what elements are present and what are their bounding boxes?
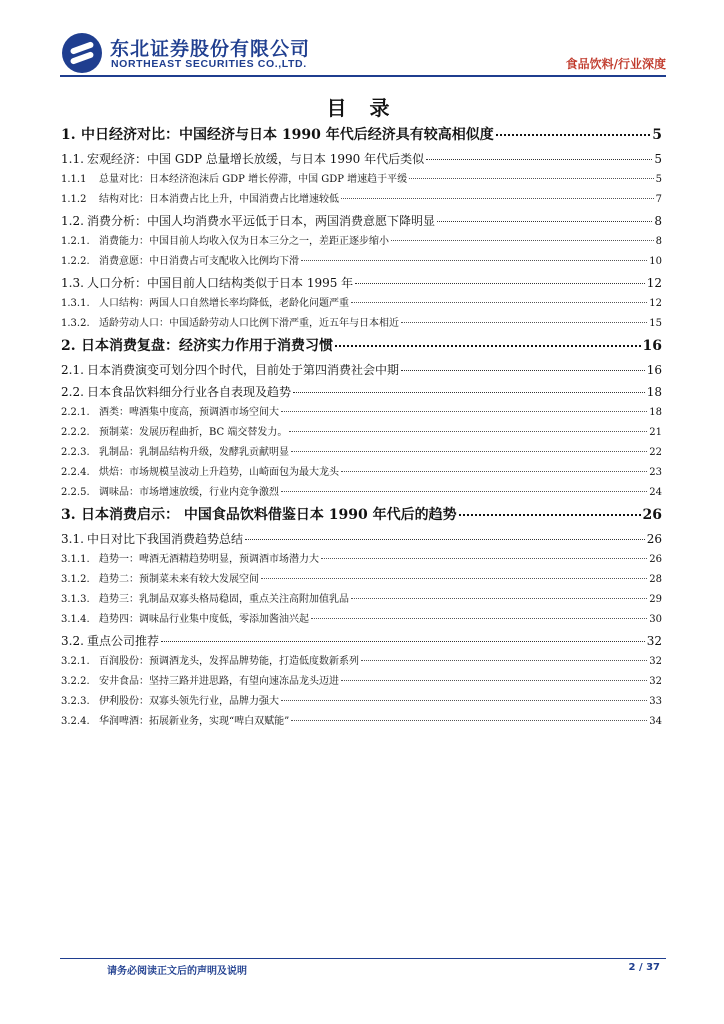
toc-entry-level-2[interactable] [61,272,662,294]
toc-entry-title [61,190,339,210]
toc-entry-number: 1.2.1. [61,236,90,247]
toc-entry-page: 32 [649,656,662,667]
toc-entry-level-1[interactable] [61,123,662,148]
page-header [0,0,724,80]
toc-leader-dots [291,451,647,452]
toc-entry-page: 28 [649,574,662,585]
toc-entry-number: 2.2.4. [61,467,90,478]
toc-entry-level-2[interactable] [61,148,662,170]
toc-entry-label: 消费意愿：中日消费占可支配收入比例均下滑 [99,256,299,267]
toc-entry-page: 30 [649,614,662,625]
company-name-en: NORTHEAST SECURITIES CO.,LTD. [111,58,307,70]
toc-leader-dots [391,240,654,241]
toc-leader-dots [301,260,647,261]
toc-entry-page: 12 [646,276,662,290]
toc-entry-number: 1.2. [61,214,84,228]
toc-entry-label: 酒类：啤酒集中度高，预调酒市场空间大 [99,407,279,418]
toc-entry-page: 26 [646,532,662,546]
toc-entry-level-3[interactable] [61,232,662,252]
toc-leader-dots [341,680,647,681]
toc-entry-label: 结构对比：日本消费占比上升，中国消费占比增速较低 [99,194,339,205]
toc-leader-dots [281,700,647,701]
toc-entry-number: 2.2.2. [61,427,90,438]
company-logo-icon [62,33,102,73]
table-of-contents [61,123,662,732]
toc-leader-dots [311,618,647,619]
toc-entry-title [61,463,339,483]
toc-entry-level-3[interactable] [61,403,662,423]
toc-entry-number: 3.2.2. [61,676,90,687]
toc-entry-number: 3.2.3. [61,696,90,707]
toc-entry-label: 适龄劳动人口：中国适龄劳动人口比例下滑严重，近五年与日本相近 [99,318,399,329]
toc-entry-title [61,403,279,423]
toc-entry-page: 26 [649,554,662,565]
toc-entry-number: 3.1.1. [61,554,90,565]
toc-entry-label: 中日对比下我国消费趋势总结 [87,532,244,546]
toc-entry-title [61,672,339,692]
toc-entry-label: 调味品：市场增速放缓，行业内竞争激烈 [99,487,279,498]
toc-entry-title [61,148,424,170]
toc-entry-page: 32 [646,634,662,648]
toc-entry-label: 中日经济对比：中国经济与日本 1990 年代后经济具有较高相似度 [81,127,494,143]
toc-entry-title [61,314,399,334]
toc-entry-page: 23 [649,467,662,478]
toc-entry-level-3[interactable] [61,190,662,210]
toc-entry-title [61,503,457,528]
toc-entry-number: 1.2.2. [61,256,90,267]
report-category: 食品饮料/行业深度 [565,57,666,71]
toc-entry-level-3[interactable] [61,692,662,712]
toc-entry-label: 总量对比：日本经济泡沫后 GDP 增长停滞，中国 GDP 增速趋于平缓 [99,174,408,185]
toc-entry-number: 3.1.2. [61,574,90,585]
toc-entry-title [61,528,243,550]
toc-entry-label: 日本食品饮料细分行业各自表现及趋势 [87,385,292,399]
toc-leader-dots [321,558,647,559]
toc-entry-number: 1.3. [61,276,84,290]
toc-entry-number: 2.2. [61,385,84,399]
toc-entry-label: 重点公司推荐 [87,634,160,648]
toc-entry-title [61,570,259,590]
toc-entry-level-1[interactable] [61,334,662,359]
toc-entry-number: 3.1.3. [61,594,90,605]
toc-entry-label: 趋势一：啤酒无酒精趋势明显，预调酒市场潜力大 [99,554,319,565]
toc-entry-number: 1.1.1 [61,174,87,185]
toc-entry-level-1[interactable] [61,503,662,528]
toc-entry-title [61,170,407,190]
toc-entry-page: 10 [649,256,662,267]
toc-leader-dots [351,302,647,303]
toc-leader-dots [401,322,647,323]
toc-entry-level-3[interactable] [61,294,662,314]
toc-leader-dots [409,178,653,179]
toc-leader-dots [351,598,647,599]
toc-entry-level-3[interactable] [61,252,662,272]
toc-leader-dots [355,283,645,284]
toc-leader-dots [361,660,647,661]
toc-leader-dots [245,539,645,540]
toc-entry-title [61,443,289,463]
toc-entry-level-2[interactable] [61,381,662,403]
toc-entry-level-3[interactable] [61,652,662,672]
toc-leader-dots [335,345,641,347]
page-number: 2 / 37 [628,962,660,973]
toc-entry-title [61,334,333,359]
toc-leader-dots [426,159,652,160]
toc-entry-page: 8 [655,236,662,247]
toc-entry-label: 人口结构：两国人口自然增长率均降低，老龄化问题严重 [99,298,349,309]
toc-entry-title [61,590,349,610]
toc-leader-dots [341,198,654,199]
footer-disclaimer: 请务必阅读正文后的声明及说明 [107,966,247,977]
header-divider [60,75,666,77]
toc-entry-label: 趋势二：预制菜未来有较大发展空间 [99,574,259,585]
toc-entry-level-3[interactable] [61,672,662,692]
toc-entry-number: 3.2.4. [61,716,90,727]
toc-entry-label: 人口分析：中国目前人口结构类似于日本 1995 年 [87,276,354,290]
toc-entry-title [61,652,359,672]
toc-entry-page: 18 [646,385,662,399]
toc-entry-label: 华润啤酒：拓展新业务，实现“啤白双赋能” [99,716,290,727]
toc-entry-number: 3.2. [61,634,84,648]
toc-entry-label: 乳制品：乳制品结构升级，发酵乳贡献明显 [99,447,289,458]
toc-entry-level-3[interactable] [61,570,662,590]
toc-entry-label: 烘焙：市场规模呈波动上升趋势，山崎面包为最大龙头 [99,467,339,478]
toc-entry-number: 3.1. [61,532,84,546]
toc-entry-label: 日本消费演变可划分四个时代，目前处于第四消费社会中期 [87,363,400,377]
toc-entry-label: 消费分析：中国人均消费水平远低于日本，两国消费意愿下降明显 [87,214,436,228]
toc-entry-label: 百润股份：预调酒龙头，发挥品牌势能，打造低度数新系列 [99,656,359,667]
company-name-cn: 东北证券股份有限公司 [110,38,311,60]
toc-entry-level-3[interactable] [61,610,662,630]
toc-entry-page: 26 [642,507,662,523]
toc-entry-title [61,610,309,630]
toc-entry-title [61,359,399,381]
toc-entry-page: 15 [649,318,662,329]
toc-entry-page: 32 [649,676,662,687]
toc-entry-level-2[interactable] [61,630,662,652]
toc-entry-level-2[interactable] [61,359,662,381]
toc-entry-number: 3.2.1. [61,656,90,667]
toc-entry-page: 7 [655,194,662,205]
toc-entry-page: 16 [646,363,662,377]
toc-entry-label: 消费能力：中国目前人均收入仅为日本三分之一，差距正逐步缩小 [99,236,389,247]
toc-entry-level-2[interactable] [61,528,662,550]
toc-entry-title [61,550,319,570]
toc-entry-title [61,483,279,503]
toc-entry-page: 29 [649,594,662,605]
toc-entry-number: 2.2.3. [61,447,90,458]
toc-entry-level-3[interactable] [61,443,662,463]
toc-entry-label: 趋势四：调味品行业集中度低，零添加酱油兴起 [99,614,309,625]
toc-entry-number: 1.1.2 [61,194,87,205]
toc-leader-dots [161,641,645,642]
toc-entry-number: 1. [61,127,76,143]
toc-entry-label: 趋势三：乳制品双寡头格局稳固，重点关注高附加值乳品 [99,594,349,605]
toc-entry-page: 21 [649,427,662,438]
toc-title: 目 录 [326,96,398,120]
toc-entry-number: 3. [61,507,76,523]
toc-entry-page: 5 [654,152,662,166]
toc-entry-number: 2.2.5. [61,487,90,498]
toc-entry-title [61,252,299,272]
toc-entry-label: 预制菜：发展历程曲折，BC 端交替发力。 [99,427,288,438]
toc-entry-level-3[interactable] [61,423,662,443]
toc-entry-number: 2.2.1. [61,407,90,418]
toc-leader-dots [281,411,647,412]
toc-entry-level-3[interactable] [61,483,662,503]
toc-leader-dots [437,221,652,222]
toc-entry-page: 18 [649,407,662,418]
toc-entry-number: 1.3.2. [61,318,90,329]
toc-entry-number: 2. [61,338,76,354]
toc-entry-title [61,630,159,652]
toc-entry-level-3[interactable] [61,712,662,732]
toc-entry-label: 伊利股份：双寡头领先行业，品牌力强大 [99,696,279,707]
toc-entry-level-3[interactable] [61,314,662,334]
toc-leader-dots [496,134,651,136]
toc-entry-label: 日本消费启示： 中国食品饮料借鉴日本 1990 年代后的趋势 [81,507,457,523]
toc-leader-dots [459,514,641,516]
toc-entry-page: 8 [654,214,662,228]
footer-divider [60,958,666,959]
toc-entry-page: 33 [649,696,662,707]
toc-entry-page: 5 [652,127,662,143]
toc-entry-title [61,423,287,443]
toc-entry-page: 12 [649,298,662,309]
toc-entry-number: 1.1. [61,152,84,166]
toc-leader-dots [341,471,647,472]
toc-entry-page: 34 [649,716,662,727]
toc-entry-label: 日本消费复盘：经济实力作用于消费习惯 [81,338,333,354]
toc-entry-label: 宏观经济：中国 GDP 总量增长放缓，与日本 1990 年代后类似 [87,152,425,166]
toc-leader-dots [261,578,647,579]
toc-entry-title [61,232,389,252]
toc-entry-page: 24 [649,487,662,498]
toc-leader-dots [281,491,647,492]
toc-entry-title [61,272,353,294]
toc-entry-title [61,123,494,148]
toc-entry-title [61,692,279,712]
toc-entry-title [61,294,349,314]
toc-entry-number: 2.1. [61,363,84,377]
toc-entry-level-3[interactable] [61,590,662,610]
toc-leader-dots [289,431,647,432]
toc-entry-level-3[interactable] [61,463,662,483]
toc-entry-title [61,381,291,403]
toc-leader-dots [291,720,647,721]
toc-entry-level-2[interactable] [61,210,662,232]
toc-entry-title [61,712,289,732]
toc-entry-page: 5 [655,174,662,185]
toc-entry-number: 1.3.1. [61,298,90,309]
toc-entry-page: 22 [649,447,662,458]
toc-entry-title [61,210,435,232]
toc-leader-dots [293,392,645,393]
toc-entry-level-3[interactable] [61,170,662,190]
toc-entry-level-3[interactable] [61,550,662,570]
toc-entry-label: 安井食品：坚持三路并进思路，有望向速冻品龙头迈进 [99,676,339,687]
toc-entry-number: 3.1.4. [61,614,90,625]
toc-leader-dots [401,370,645,371]
toc-entry-page: 16 [642,338,662,354]
